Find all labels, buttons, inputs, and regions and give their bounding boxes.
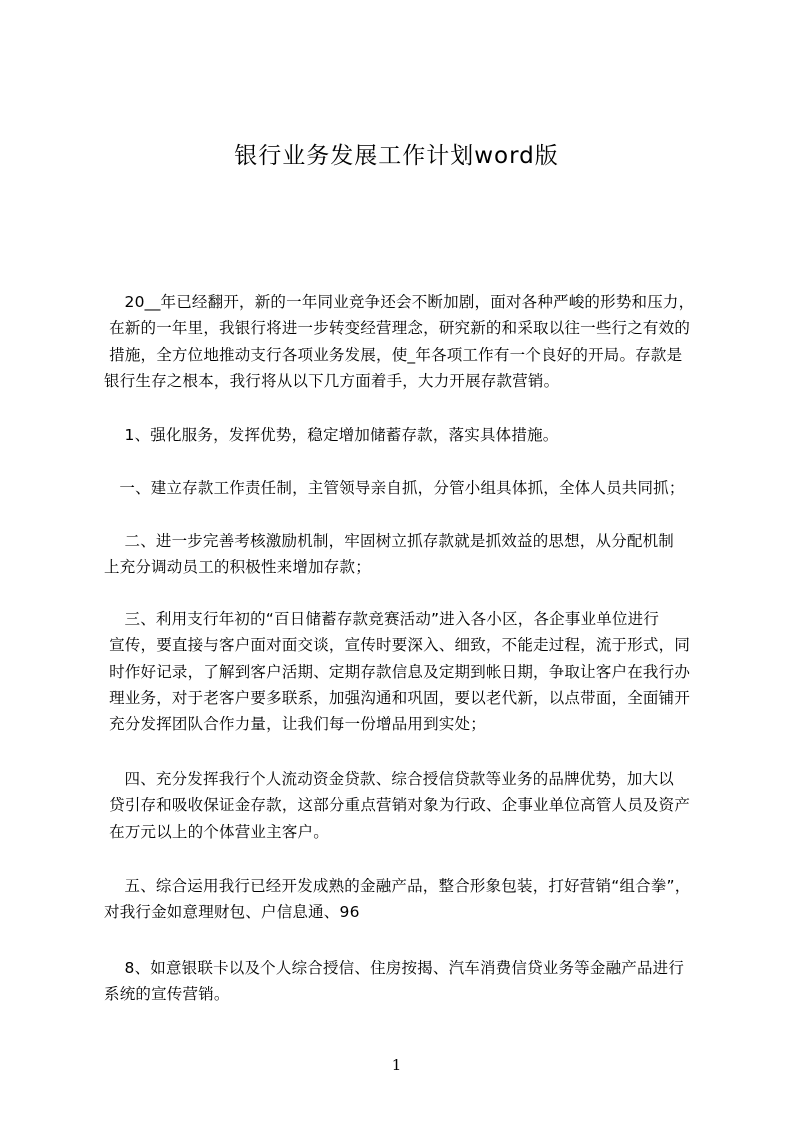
paragraph-item-yi	[104, 475, 724, 501]
paragraph-line: 1、强化服务，发挥优势，稳定增加储蓄存款，落实具体措施。	[104, 426, 559, 444]
paragraph-line: 充分发挥团队合作力量，让我们每一份增品用到实处；	[104, 715, 486, 734]
paragraph-line: 上充分调动员工的积极性来增加存款；	[104, 558, 371, 577]
paragraph-line: 银行生存之根本，我行将从以下几方面着手，大力开展存款营销。	[104, 371, 560, 390]
paragraph-line: 宣传，要直接与客户面对面交谈，宣传时要深入、细致，不能走过程，流于形式，同	[104, 636, 691, 655]
paragraph-line: 系统的宣传营销。	[104, 985, 230, 1004]
paragraph-item-san	[104, 606, 724, 737]
paragraph-line: 二、进一步完善考核激励机制，牢固树立抓存款就是抓效益的思想，从分配机制	[104, 532, 675, 550]
paragraph-line: 措施，全方位地推动支行各项业务发展，使_年各项工作有一个良好的开局。存款是	[104, 345, 683, 364]
paragraph-line: 在万元以上的个体营业主客户。	[104, 822, 329, 841]
paragraph-line: 五、综合运用我行已经开发成熟的金融产品，整合形象包装，打好营销“组合拳”，	[104, 877, 691, 895]
paragraph-item-er	[104, 528, 724, 581]
paragraph-intro	[104, 289, 724, 394]
paragraph-line: 贷引存和吸收保证金存款，这部分重点营销对象为行政、企事业单位高管人员及资产	[104, 796, 691, 815]
paragraph-line: 三、利用支行年初的“百日储蓄存款竞赛活动”进入各小区，各企事业单位进行	[104, 610, 660, 628]
paragraph-item-8	[104, 955, 724, 1008]
document-title: 银行业务发展工作计划word版	[234, 143, 559, 169]
paragraph-line: 理业务，对于老客户要多联系，加强沟通和巩固，要以老代新，以点带面，全面铺开	[104, 688, 691, 707]
paragraph-line: 四、充分发挥我行个人流动资金贷款、综合授信贷款等业务的品牌优势，加大以	[104, 770, 675, 788]
paragraph-line: 对我行金如意理财包、户信息通、96	[104, 903, 360, 922]
paragraph-line: 在新的一年里，我银行将进一步转变经营理念，研究新的和采取以往一些行之有效的	[104, 319, 691, 338]
paragraph-line: 时作好记录，了解到客户活期、定期存款信息及定期到帐日期，争取让客户在我行办	[104, 662, 691, 681]
paragraph-line: 20__年已经翻开，新的一年同业竞争还会不断加剧，面对各种严峻的形势和压力，	[104, 293, 695, 311]
page-number: 1	[391, 1056, 402, 1074]
paragraph-line: 8、如意银联卡以及个人综合授信、住房按揭、汽车消费信贷业务等金融产品进行	[104, 959, 685, 977]
paragraph-item-wu	[104, 873, 724, 926]
paragraph-item-si	[104, 766, 724, 845]
paragraph-line: 一、建立存款工作责任制，主管领导亲自抓，分管小组具体抓，全体人员共同抓；	[104, 479, 685, 497]
paragraph-item-1	[104, 422, 724, 448]
